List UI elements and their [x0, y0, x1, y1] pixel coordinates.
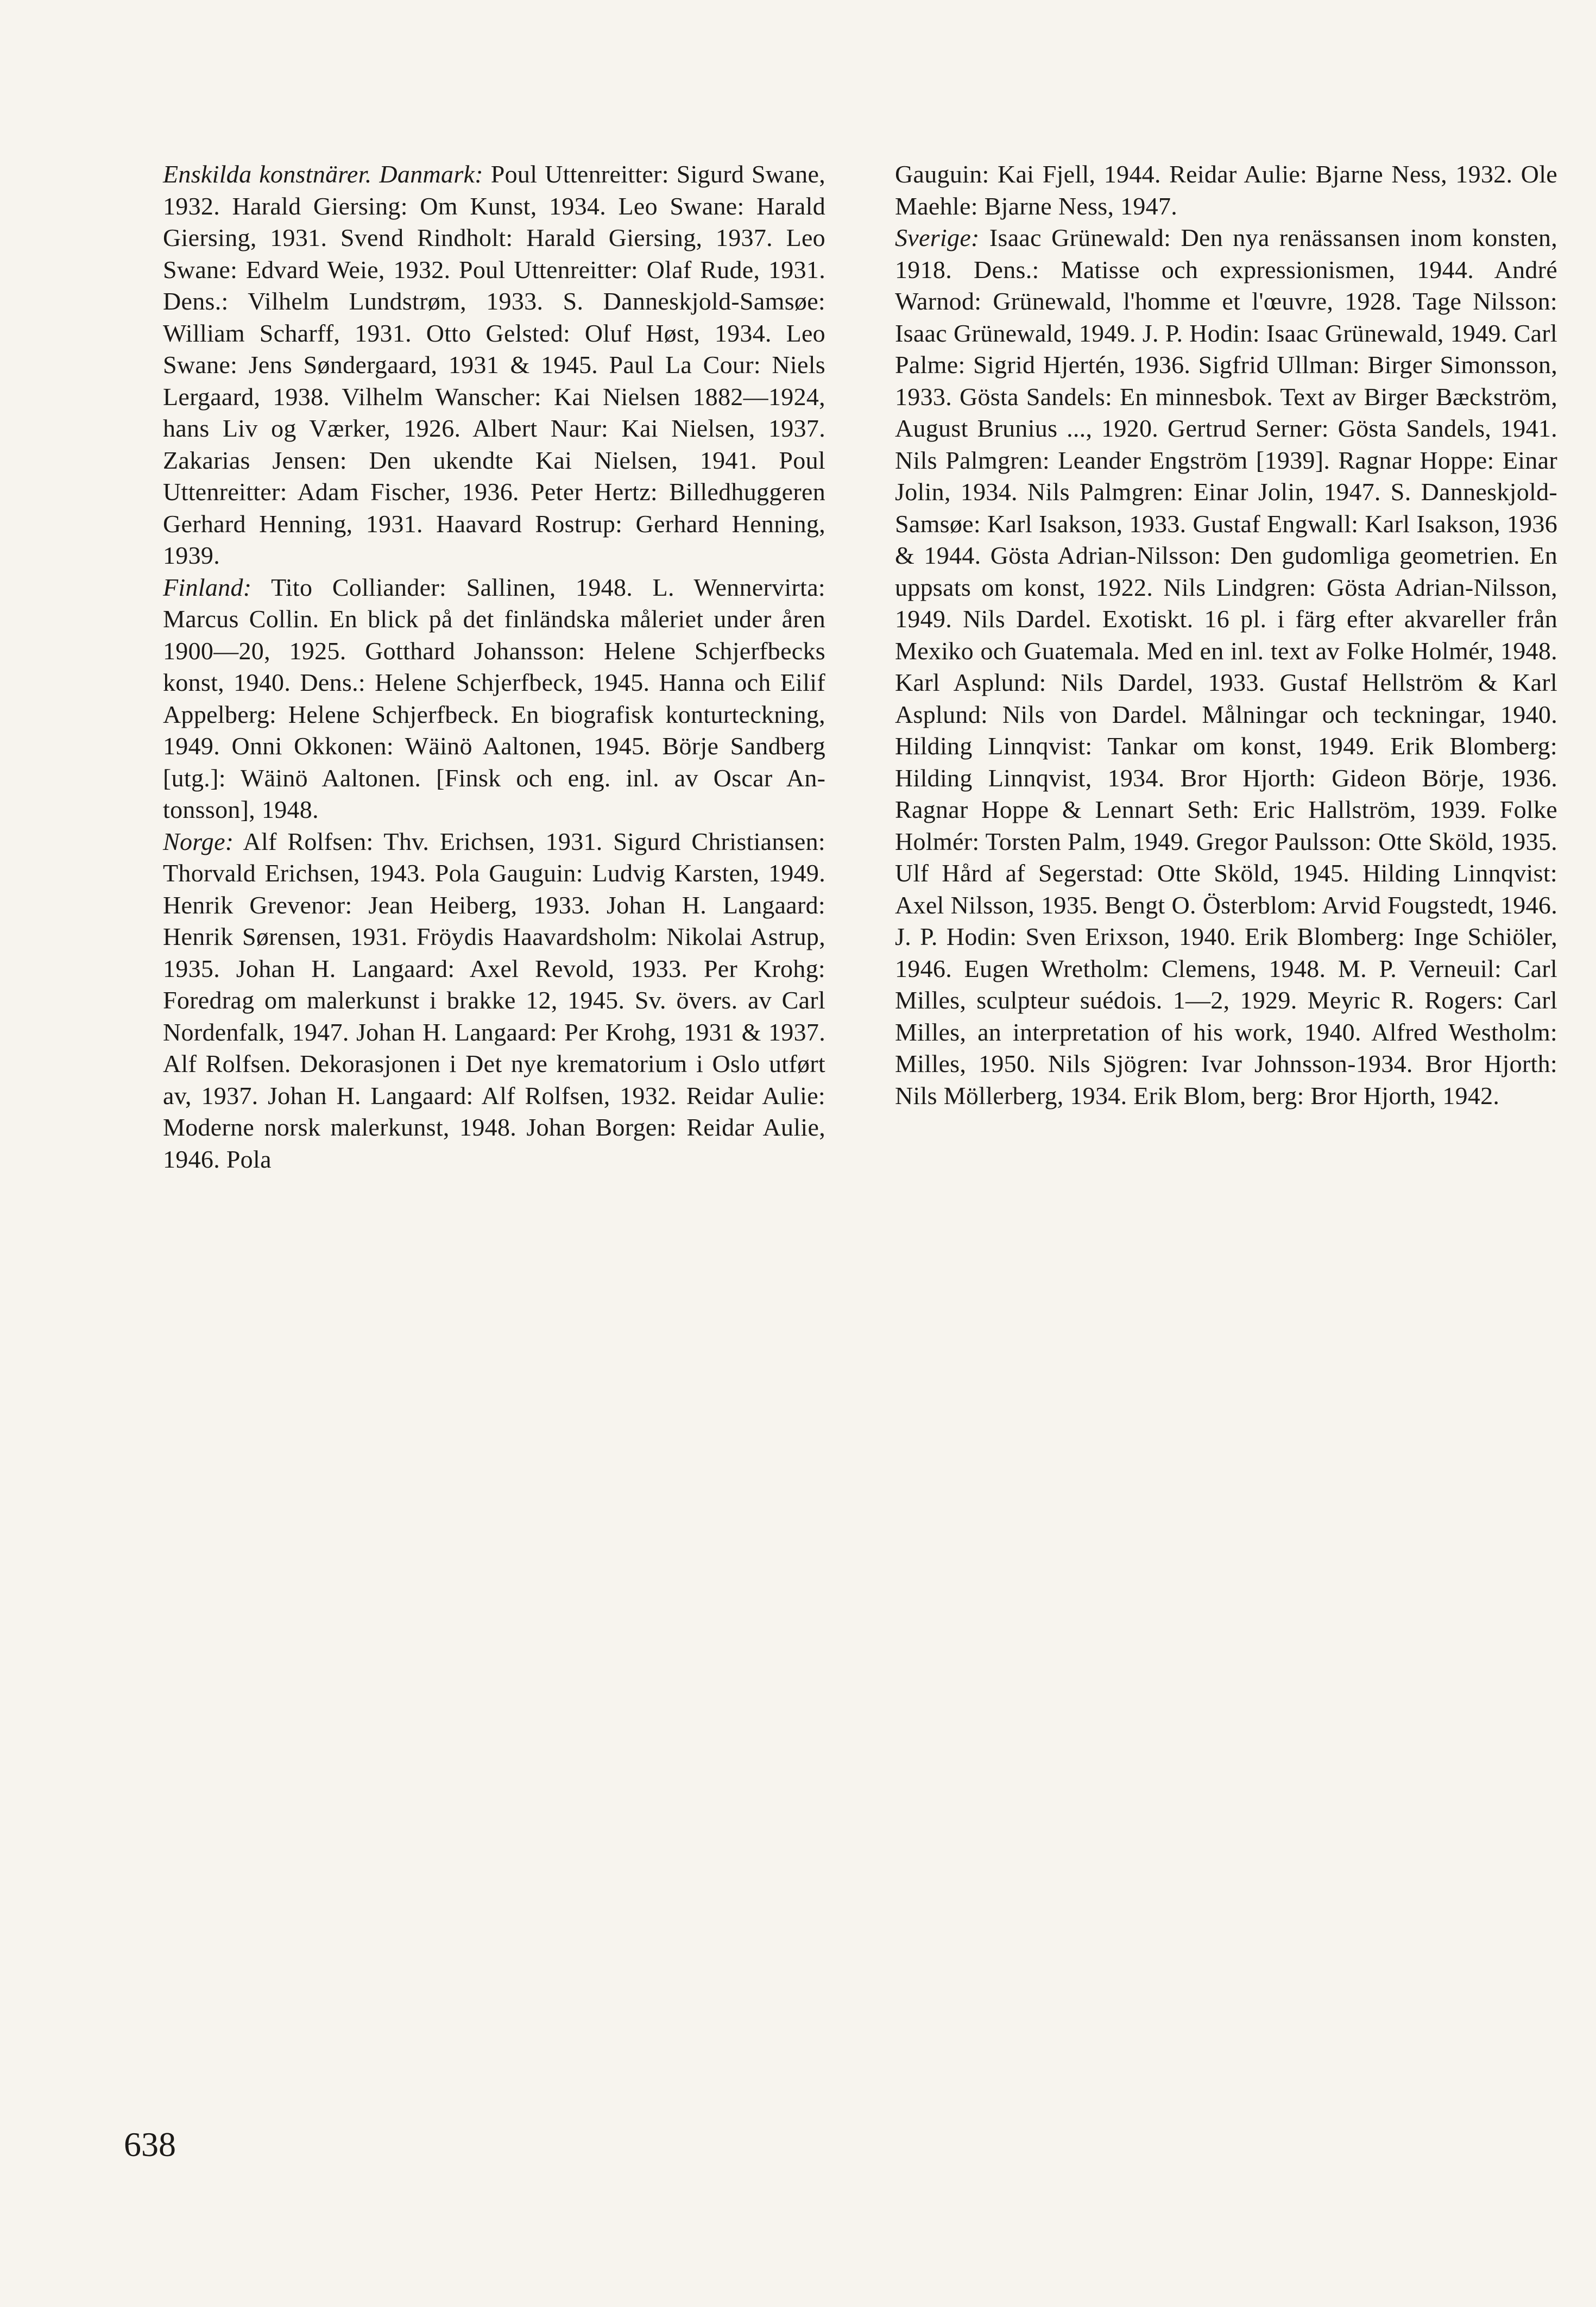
page-number: 638	[124, 2125, 176, 2164]
paragraph-text: Tito Colliander: Sallinen, 1948. L. Wennervirta: Marcus Collin. En blick på det finländska måleriet under åren 1900—20, 1925. Gotthard Johansson: Helene Schjerfbecks konst, 1940. Dens.: Helene Schjerfbeck, 1945. Hanna och Eilif Appelberg: Helene Schjerfbeck. En biografisk konturteckning, 1949. Onni Okkonen: Wäinö Aaltonen, 1945. Börje Sandberg [utg.]: Wäinö Aaltonen. [Finsk och eng. inl. av Oscar Antonsson], 1948.	[163, 573, 825, 823]
section-label-norge: Norge:	[163, 827, 234, 855]
section-label-sverige: Sverige:	[895, 224, 980, 251]
paragraph-norge	[163, 826, 825, 1176]
paragraph-text: Poul Uttenreitter: Sigurd Swane, 1932. Harald Giersing: Om Kunst, 1934. Leo Swane: Harald Giersing, 1931. Svend Rindholt: Harald Giersing, 1937. Leo Swane: Edvard Weie, 1932. Poul Uttenreitter: Olaf Rude, 1931. Dens.: Vilhelm Lundstrøm, 1933. S. Danneskjold-Samsøe: William Scharff, 1931. Otto Gelsted: Oluf Høst, 1934. Leo Swane: Jens Søndergaard, 1931 & 1945. Paul La Cour: Niels Lergaard, 1938. Vilhelm Wanscher: Kai Nielsen 1882—1924, hans Liv og Værker, 1926. Albert Naur: Kai Nielsen, 1937. Zakarias Jensen: Den ukendte Kai Nielsen, 1941. Poul Uttenreitter: Adam Fischer, 1936. Peter Hertz: Billedhuggeren Gerhard Henning, 1931. Haavard Rostrup: Gerhard Henning, 1939.	[163, 160, 825, 569]
paragraph-finland	[163, 572, 825, 826]
right-column	[895, 159, 1557, 1112]
paragraph-text: Gauguin: Kai Fjell, 1944. Reidar Aulie: Bjarne Ness, 1932. Ole Maehle: Bjarne Ness, 1947.	[895, 160, 1557, 220]
paragraph-sverige	[895, 222, 1557, 1112]
paragraph-danmark	[163, 159, 825, 572]
section-label-finland: Finland:	[163, 573, 252, 601]
paragraph-norge-continued	[895, 159, 1557, 222]
section-label-danmark: Enskilda konstnärer. Danmark:	[163, 160, 483, 188]
paragraph-text: Isaac Grünewald: Den nya renässansen inom konsten, 1918. Dens.: Matisse och expressionismen, 1944. André Warnod: Grünewald, l'homme et l'œuvre, 1928. Tage Nilsson: Isaac Grünewald, 1949. J. P. Hodin: Isaac Grünewald, 1949. Carl Palme: Sigrid Hjertén, 1936. Sigfrid Ullman: Birger Simonsson, 1933. Gösta Sandels: En minnesbok. Text av Birger Bæckström, August Brunius ..., 1920. Gertrud Serner: Gösta Sandels, 1941. Nils Palmgren: Leander Engström [1939]. Ragnar Hoppe: Einar Jolin, 1934. Nils Palmgren: Einar Jolin, 1947. S. Danneskjold-Samsøe: Karl Isakson, 1933. Gustaf Engwall: Karl Isakson, 1936 & 1944. Gösta Adrian-Nilsson: Den gudomliga geometrien. En uppsats om konst, 1922. Nils Lindgren: Gösta Adrian-Nilsson, 1949. Nils Dardel. Exotiskt. 16 pl. i färg efter akvareller från Mexiko och Guatemala. Med en inl. text av Folke Holmér, 1948. Karl Asplund: Nils Dardel, 1933. Gustaf Hellström & Karl Asplund: Nils von Dardel. Målningar och teckningar, 1940. Hilding Linnqvist: Tankar om konst, 1949. Erik Blomberg: Hilding Linnqvist, 1934. Bror Hjorth: Gideon Börje, 1936. Ragnar Hoppe & Lennart Seth: Eric Hallström, 1939. Folke Holmér: Torsten Palm, 1949. Gregor Paulsson: Otte Sköld, 1935. Ulf Hård af Segerstad: Otte Sköld, 1945. Hilding Linnqvist: Axel Nilsson, 1935. Bengt O. Österblom: Arvid Fougstedt, 1946. J. P. Hodin: Sven Erixson, 1940. Erik Blomberg: Inge Schiöler, 1946. Eugen Wretholm: Clemens, 1948. M. P. Verneuil: Carl Milles, sculpteur suédois. 1—2, 1929. Meyric R. Rogers: Carl Milles, an interpretation of his work, 1940. Alfred Westholm: Milles, 1950. Nils Sjögren: Ivar Johnsson-1934. Bror Hjorth: Nils Möllerberg, 1934. Erik Blom, berg: Bror Hjorth, 1942.	[895, 224, 1557, 1110]
left-column	[163, 159, 825, 1175]
paragraph-text: Alf Rolfsen: Thv. Erichsen, 1931. Sigurd Christiansen: Thorvald Erichsen, 1943. Pola Gauguin: Ludvig Karsten, 1949. Henrik Grevenor: Jean Heiberg, 1933. Johan H. Langaard: Henrik Sørensen, 1931. Fröydis Haavardsholm: Nikolai Astrup, 1935. Johan H. Langaard: Axel Revold, 1933. Per Krohg: Foredrag om malerkunst i brakke 12, 1945. Sv. övers. av Carl Nordenfalk, 1947. Johan H. Langaard: Per Krohg, 1931 & 1937. Alf Rolfsen. Dekorasjonen i Det nye krematorium i Oslo utført av, 1937. Johan H. Langaard: Alf Rolfsen, 1932. Reidar Aulie: Moderne norsk malerkunst, 1948. Johan Borgen: Reidar Aulie, 1946. Pola	[163, 827, 825, 1173]
